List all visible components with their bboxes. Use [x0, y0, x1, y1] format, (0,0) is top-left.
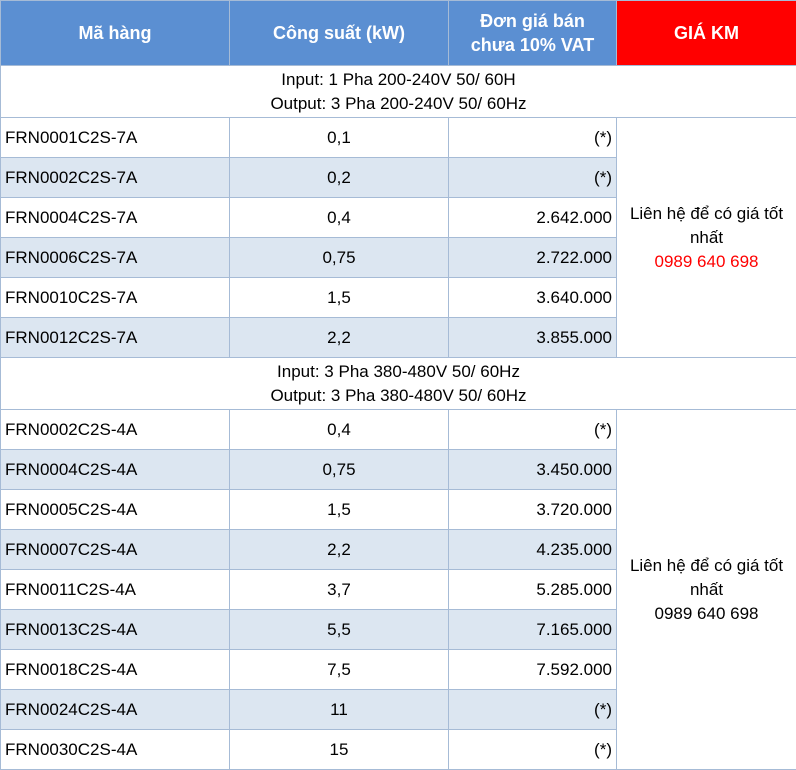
product-code-cell: FRN0002C2S-7A	[1, 158, 230, 198]
header-price-line1: Đơn giá bán	[449, 9, 616, 33]
group-header-row	[1, 66, 796, 118]
group-output: Output: 3 Pha 200-240V 50/ 60Hz	[1, 92, 796, 116]
power-cell: 1,5	[230, 490, 449, 530]
price-cell: (*)	[449, 118, 617, 158]
power-cell: 2,2	[230, 530, 449, 570]
product-code-cell: FRN0030C2S-4A	[1, 730, 230, 770]
product-code-cell: FRN0002C2S-4A	[1, 410, 230, 450]
product-code-cell: FRN0005C2S-4A	[1, 490, 230, 530]
product-code-cell: FRN0018C2S-4A	[1, 650, 230, 690]
product-code-cell: FRN0024C2S-4A	[1, 690, 230, 730]
power-cell: 15	[230, 730, 449, 770]
product-code-cell: FRN0006C2S-7A	[1, 238, 230, 278]
group-input: Input: 3 Pha 380-480V 50/ 60Hz	[1, 360, 796, 384]
price-cell: (*)	[449, 690, 617, 730]
table-row	[1, 410, 796, 450]
group-header-row	[1, 358, 796, 410]
product-code-cell: FRN0013C2S-4A	[1, 610, 230, 650]
header-price-line2: chưa 10% VAT	[449, 33, 616, 57]
group-spec	[1, 358, 796, 410]
power-cell: 3,7	[230, 570, 449, 610]
power-cell: 0,75	[230, 450, 449, 490]
contact-phone: 0989 640 698	[617, 602, 796, 626]
contact-text-line1: Liên hệ để có giá tốt	[617, 202, 796, 226]
price-cell: 3.720.000	[449, 490, 617, 530]
price-cell: 2.642.000	[449, 198, 617, 238]
price-cell: 3.450.000	[449, 450, 617, 490]
contact-text-line2: nhất	[617, 226, 796, 250]
power-cell: 0,4	[230, 410, 449, 450]
power-cell: 7,5	[230, 650, 449, 690]
product-code-cell: FRN0010C2S-7A	[1, 278, 230, 318]
product-code-cell: FRN0004C2S-4A	[1, 450, 230, 490]
price-cell: 5.285.000	[449, 570, 617, 610]
price-cell: 7.165.000	[449, 610, 617, 650]
price-cell: 7.592.000	[449, 650, 617, 690]
price-cell: (*)	[449, 410, 617, 450]
price-cell: 4.235.000	[449, 530, 617, 570]
contact-text-line2: nhất	[617, 578, 796, 602]
promo-contact-cell	[617, 118, 796, 358]
table-body	[1, 66, 796, 770]
header-code: Mã hàng	[1, 1, 230, 66]
contact-text-line1: Liên hệ để có giá tốt	[617, 554, 796, 578]
product-code-cell: FRN0007C2S-4A	[1, 530, 230, 570]
power-cell: 0,75	[230, 238, 449, 278]
product-code-cell: FRN0001C2S-7A	[1, 118, 230, 158]
product-code-cell: FRN0011C2S-4A	[1, 570, 230, 610]
product-code-cell: FRN0004C2S-7A	[1, 198, 230, 238]
header-power: Công suất (kW)	[230, 1, 449, 66]
price-cell: (*)	[449, 730, 617, 770]
header-row	[1, 1, 796, 66]
group-output: Output: 3 Pha 380-480V 50/ 60Hz	[1, 384, 796, 408]
promo-contact-cell	[617, 410, 796, 770]
power-cell: 2,2	[230, 318, 449, 358]
power-cell: 0,1	[230, 118, 449, 158]
header-price	[449, 1, 617, 66]
power-cell: 5,5	[230, 610, 449, 650]
product-code-cell: FRN0012C2S-7A	[1, 318, 230, 358]
header-promo: GIÁ KM	[617, 1, 796, 66]
power-cell: 11	[230, 690, 449, 730]
table-row	[1, 118, 796, 158]
group-input: Input: 1 Pha 200-240V 50/ 60H	[1, 68, 796, 92]
price-cell: 3.855.000	[449, 318, 617, 358]
price-cell: 2.722.000	[449, 238, 617, 278]
power-cell: 0,4	[230, 198, 449, 238]
price-cell: 3.640.000	[449, 278, 617, 318]
power-cell: 0,2	[230, 158, 449, 198]
power-cell: 1,5	[230, 278, 449, 318]
price-cell: (*)	[449, 158, 617, 198]
contact-phone: 0989 640 698	[617, 250, 796, 274]
group-spec	[1, 66, 796, 118]
